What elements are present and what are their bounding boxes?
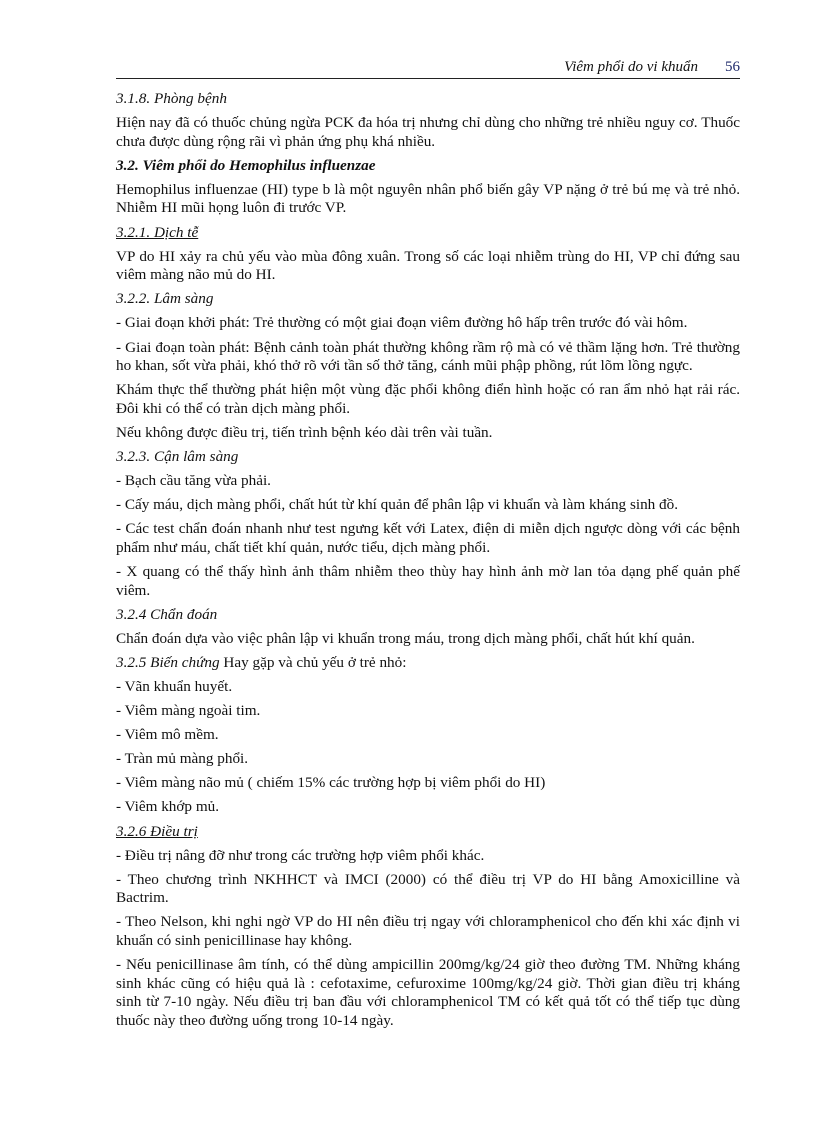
heading-3-2-4: 3.2.4 Chẩn đoán: [116, 605, 218, 623]
list-item: - Vãn khuẩn huyết.: [116, 677, 233, 695]
paragraph: VP do HI xảy ra chủ yếu vào mùa đông xuân. Trong số các loại nhiễm trùng do HI, VP chỉ đứng sau viêm màng não mủ do HI.: [116, 247, 740, 284]
list-item: - Theo Nelson, khi nghi ngờ VP do HI nên điều trị ngay với chloramphenicol cho đến khi xác định vi khuẩn có sinh penicillinase hay không.: [116, 913, 740, 949]
list-item: - Bạch cầu tăng vừa phải.: [116, 472, 271, 490]
complications-intro: [116, 654, 740, 673]
list-item: - Theo chương trình NKHHCT và IMCI (2000) có thể điều trị VP do HI bằng Amoxicilline và Bactrim.: [116, 870, 740, 907]
heading-3-2-6: 3.2.6 Điều trị: [116, 822, 198, 840]
list-item: - Viêm mô mềm.: [116, 726, 219, 744]
paragraph: Hiện nay đã có thuốc chủng ngừa PCK đa hóa trị nhưng chỉ dùng cho những trẻ nhiều nguy cơ. Thuốc chưa được dùng rộng rãi vì phản ứng phụ khá nhiều.: [116, 114, 740, 150]
header-title: Viêm phổi do vi khuẩn: [564, 59, 698, 75]
paragraph: Chẩn đoán dựa vào việc phân lập vi khuẩn trong máu, trong dịch màng phổi, chất hút khí quản.: [116, 629, 695, 647]
list-item: - Tràn mủ màng phổi.: [116, 750, 249, 768]
list-item: - Điều trị nâng đỡ như trong các trường hợp viêm phổi khác.: [116, 846, 485, 864]
heading-3-2: 3.2. Viêm phổi do Hemophilus influenzae: [116, 156, 376, 174]
complications-intro-text: Hay gặp và chủ yếu ở trẻ nhỏ:: [219, 653, 407, 671]
heading-3-1-8: 3.1.8. Phòng bệnh: [116, 90, 227, 107]
paragraph: Hemophilus influenzae (HI) type b là một nguyên nhân phổ biến gây VP nặng ở trẻ bú mẹ và trẻ nhỏ. Nhiễm HI mũi họng luôn đi trước VP.: [116, 180, 740, 217]
running-header: [116, 58, 740, 79]
heading-3-2-2: 3.2.2. Lâm sàng: [116, 290, 214, 308]
heading-3-2-1: 3.2.1. Dịch tễ: [116, 223, 199, 241]
list-item: - Giai đoạn khởi phát: Trẻ thường có một giai đoạn viêm đường hô hấp trên trước đó vài hôm.: [116, 314, 688, 332]
list-item: - Các test chẩn đoán nhanh như test ngưng kết với Latex, điện di miễn dịch ngược dòng với các bệnh phẩm như máu, chất tiết khí quản, nước tiểu, dịch màng phổi.: [116, 520, 740, 556]
list-item: - X quang có thể thấy hình ảnh thâm nhiễm theo thùy hay hình ảnh mờ lan tỏa dạng phế quản phế viêm.: [116, 562, 740, 599]
list-item: - Viêm màng ngoài tim.: [116, 702, 261, 720]
page-number: 56: [725, 59, 740, 75]
list-item: - Viêm màng não mủ ( chiếm 15% các trường hợp bị viêm phổi do HI): [116, 774, 546, 792]
heading-3-2-5: 3.2.5 Biến chứng: [116, 653, 220, 671]
list-item: - Viêm khớp mủ.: [116, 798, 220, 816]
list-item: - Nếu penicillinase âm tính, có thể dùng ampicillin 200mg/kg/24 giờ theo đường TM. Những kháng sinh khác cũng có hiệu quả là : cefotaxime, cefuroxime 100mg/kg/24 giờ. Thời gian điều trị kháng sinh từ 7-10 ngày. Nếu điều trị ban đầu với chloramphenicol TM có kết quả tốt có thể tiếp tục dùng thuốc này theo đường uống trong 10-14 ngày.: [116, 956, 740, 1029]
list-item: - Cấy máu, dịch màng phổi, chất hút từ khí quản để phân lập vi khuẩn và làm kháng sinh đồ.: [116, 496, 679, 514]
paragraph: Khám thực thể thường phát hiện một vùng đặc phổi không điển hình hoặc có ran ẩm nhỏ hạt rải rác. Đôi khi có thể có tràn dịch màng phổi.: [116, 381, 740, 417]
page-body: [116, 90, 740, 1036]
paragraph: Nếu không được điều trị, tiến trình bệnh kéo dài trên vài tuần.: [116, 423, 493, 441]
list-item: - Giai đoạn toàn phát: Bệnh cảnh toàn phát thường không rầm rộ mà có vẻ thầm lặng hơn. Trẻ thường ho khan, sốt vừa phải, khó thở rõ với tần số thở tăng, cánh mũi phập phồng, rút lõm lồng ngực.: [116, 338, 740, 375]
heading-3-2-3: 3.2.3. Cận lâm sàng: [116, 448, 239, 465]
